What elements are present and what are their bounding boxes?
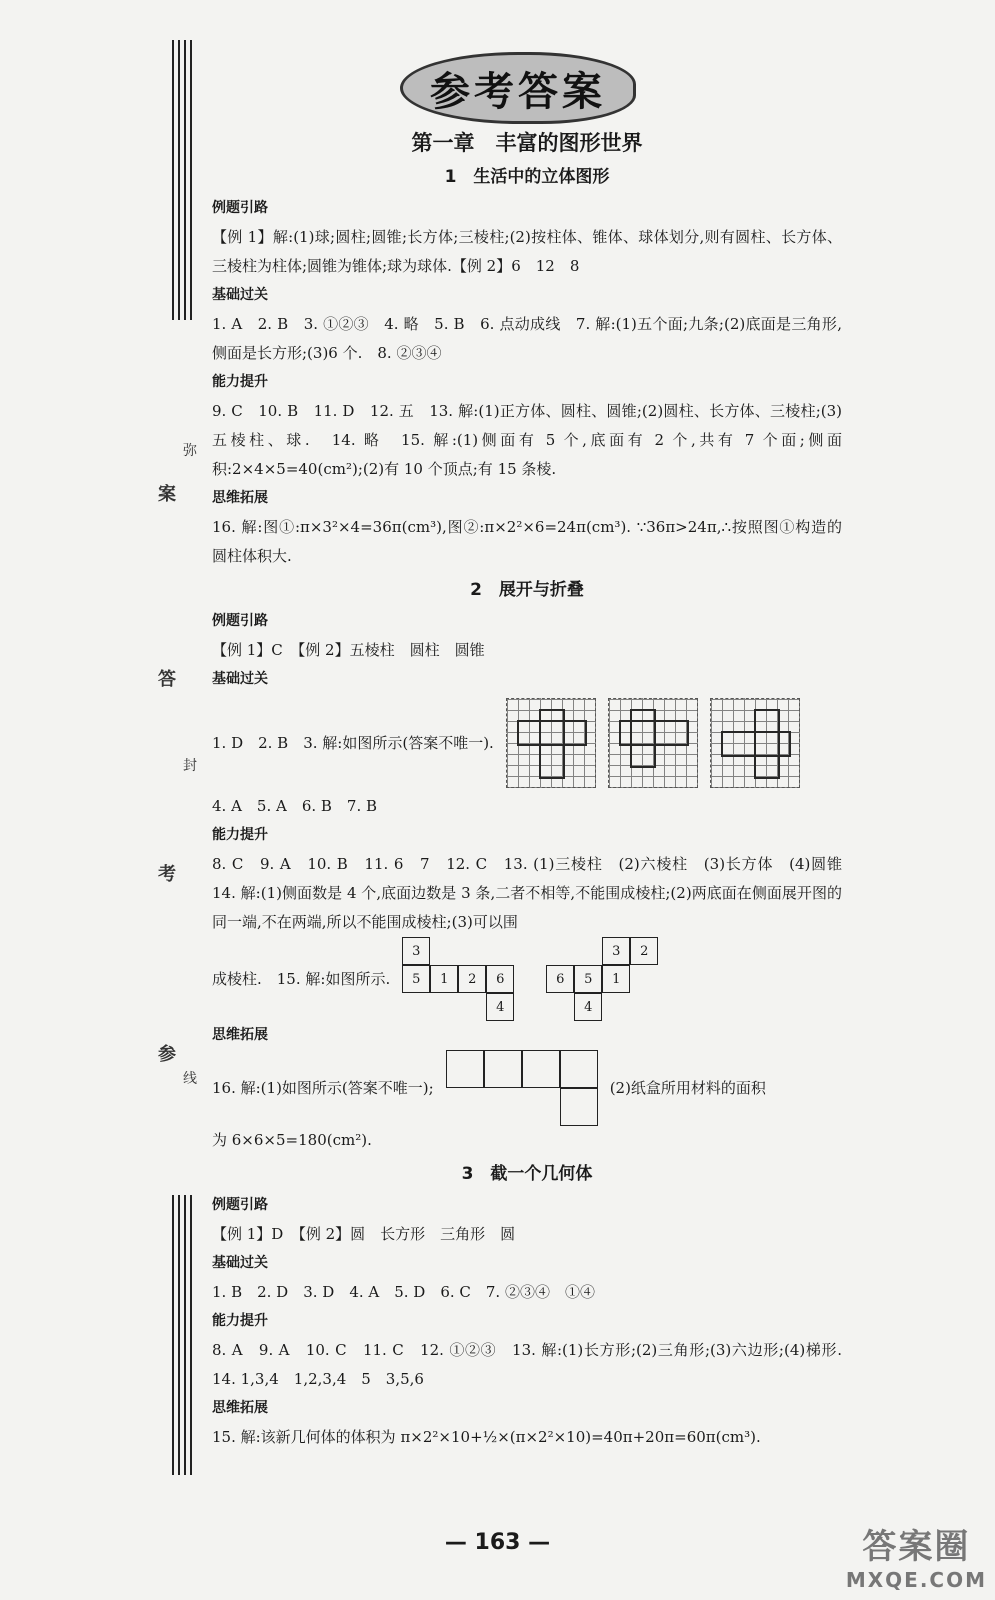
subheading: 能力提升: [212, 827, 268, 843]
net-cell: 3: [402, 937, 430, 965]
answer-text: 16. 解:图①:π×3²×4=36π(cm³),图②:π×2²×6=24π(cm³). ∵36π>24π,∴按照图①构造的圆柱体积大.: [212, 518, 842, 565]
net-cell: [546, 937, 574, 965]
answer-text: 成棱柱. 15. 解:如图所示.: [212, 969, 391, 988]
page-number: — 163 —: [444, 1530, 551, 1555]
section-title: 2 展开与折叠: [470, 580, 584, 600]
subheading: 思维拓展: [212, 1027, 268, 1043]
net-cell: 6: [486, 965, 514, 993]
answer-text: 16. 解:(1)如图所示(答案不唯一);: [212, 1078, 434, 1097]
answer-text: 为 6×6×5=180(cm²).: [212, 1131, 372, 1149]
subheading: 基础过关: [212, 671, 268, 687]
answer-text: (2)纸盒所用材料的面积: [609, 1078, 766, 1097]
margin-char: 案: [158, 484, 176, 505]
net-cell: 6: [546, 965, 574, 993]
net-cell: 5: [402, 965, 430, 993]
net-cell: [402, 993, 430, 1021]
answer-text: 8. C 9. A 10. B 11. 6 7 12. C 13. (1)三棱柱 (2)六棱柱 (3)长方体 (4)圆锥 14. 解:(1)侧面数是 4 个,底面边数是 3 条,二者不相等,不能围成棱柱;(2)两底面在侧面展开图的同一端,不在两端,所以不能围成棱柱;(3)可以围: [212, 855, 858, 931]
net-cell: [486, 937, 514, 965]
binding-lines: [172, 40, 196, 320]
net-diagram-a: [402, 937, 514, 1021]
title-banner: 参考答案: [400, 52, 636, 124]
grid-figure: [710, 698, 800, 788]
answer-text: 1. B 2. D 3. D 4. A 5. D 6. C 7. ②③④ ①④: [212, 1283, 595, 1301]
net-cell: [458, 937, 486, 965]
grid-figure: [506, 698, 596, 788]
subheading: 基础过关: [212, 287, 268, 303]
net-cell: [602, 993, 630, 1021]
net-cell: 2: [458, 965, 486, 993]
net-cell: 2: [630, 937, 658, 965]
margin-char: 封: [183, 758, 197, 774]
answer-text: 【例 1】解:(1)球;圆柱;圆锥;长方体;三棱柱;(2)按柱体、锥体、球体划分,则有圆柱、长方体、三棱柱为柱体;圆锥为锥体;球为球体.【例 2】6 12 8: [212, 228, 842, 275]
net-cell: 3: [602, 937, 630, 965]
section-title: 3 截一个几何体: [461, 1164, 593, 1184]
section-title: 1 生活中的立体图形: [444, 167, 610, 187]
net-cell: 4: [574, 993, 602, 1021]
answer-text: 8. A 9. A 10. C 11. C 12. ①②③ 13. 解:(1)长方形;(2)三角形;(3)六边形;(4)梯形. 14. 1,3,4 1,2,3,4 5 3,5,6: [212, 1341, 858, 1388]
answer-text: 1. A 2. B 3. ①②③ 4. 略 5. B 6. 点动成线 7. 解:(1)五个面;九条;(2)底面是三角形,侧面是长方形;(3)6 个. 8. ②③④: [212, 315, 842, 362]
margin-char: 参: [158, 1044, 176, 1065]
net-cell: [574, 937, 602, 965]
net-cell: [630, 993, 658, 1021]
answer-text: 15. 解:该新几何体的体积为 π×2²×10+½×(π×2²×10)=40π+20π=60π(cm³).: [212, 1428, 761, 1446]
subheading: 例题引路: [212, 613, 268, 629]
chapter-title: 第一章 丰富的图形世界: [411, 130, 643, 155]
net-cell: 4: [486, 993, 514, 1021]
answer-row: [212, 698, 842, 788]
margin-char: 弥: [183, 443, 197, 459]
subheading: 例题引路: [212, 200, 268, 216]
binding-lines-bottom: [172, 1195, 196, 1475]
net-cell: [430, 937, 458, 965]
net-cell: [630, 965, 658, 993]
answer-text: 1. D 2. B 3. 解:如图所示(答案不唯一).: [212, 733, 494, 752]
net-cell: 1: [430, 965, 458, 993]
margin-char: 考: [158, 864, 176, 885]
subheading: 思维拓展: [212, 1400, 268, 1416]
net-cell: [430, 993, 458, 1021]
net-cell: [458, 993, 486, 1021]
subheading: 例题引路: [212, 1197, 268, 1213]
margin-char: 线: [183, 1071, 197, 1087]
watermark-top: 答案圈: [862, 1527, 971, 1567]
net-cell: [546, 993, 574, 1021]
answer-text: 4. A 5. A 6. B 7. B: [212, 797, 378, 815]
answer-row: [212, 937, 842, 1021]
subheading: 能力提升: [212, 374, 268, 390]
answer-content: [212, 128, 858, 1452]
box-net-diagram: [446, 1050, 598, 1126]
watermark-bottom: MXQE.COM: [845, 1568, 987, 1592]
answer-text: 9. C 10. B 11. D 12. 五 13. 解:(1)正方体、圆柱、圆锥;(2)圆柱、长方体、三棱柱;(3)五棱柱、球. 14. 略 15. 解:(1)侧面有 5 个,底面有 2 个,共有 7 个面;侧面积:2×4×5=40(cm²);(2)有 10 个顶点;有 15 条棱.: [212, 402, 842, 478]
answer-row: [212, 1050, 842, 1126]
subheading: 思维拓展: [212, 490, 268, 506]
margin-char: 答: [158, 669, 176, 690]
net-cell: 5: [574, 965, 602, 993]
net-diagram-b: [546, 937, 658, 1021]
subheading: 能力提升: [212, 1313, 268, 1329]
answer-text: 【例 1】D 【例 2】圆 长方形 三角形 圆: [212, 1225, 516, 1243]
answer-text: 【例 1】C 【例 2】五棱柱 圆柱 圆锥: [212, 641, 485, 659]
grid-figure: [608, 698, 698, 788]
subheading: 基础过关: [212, 1255, 268, 1271]
watermark-logo: [846, 1519, 987, 1592]
net-cell: 1: [602, 965, 630, 993]
